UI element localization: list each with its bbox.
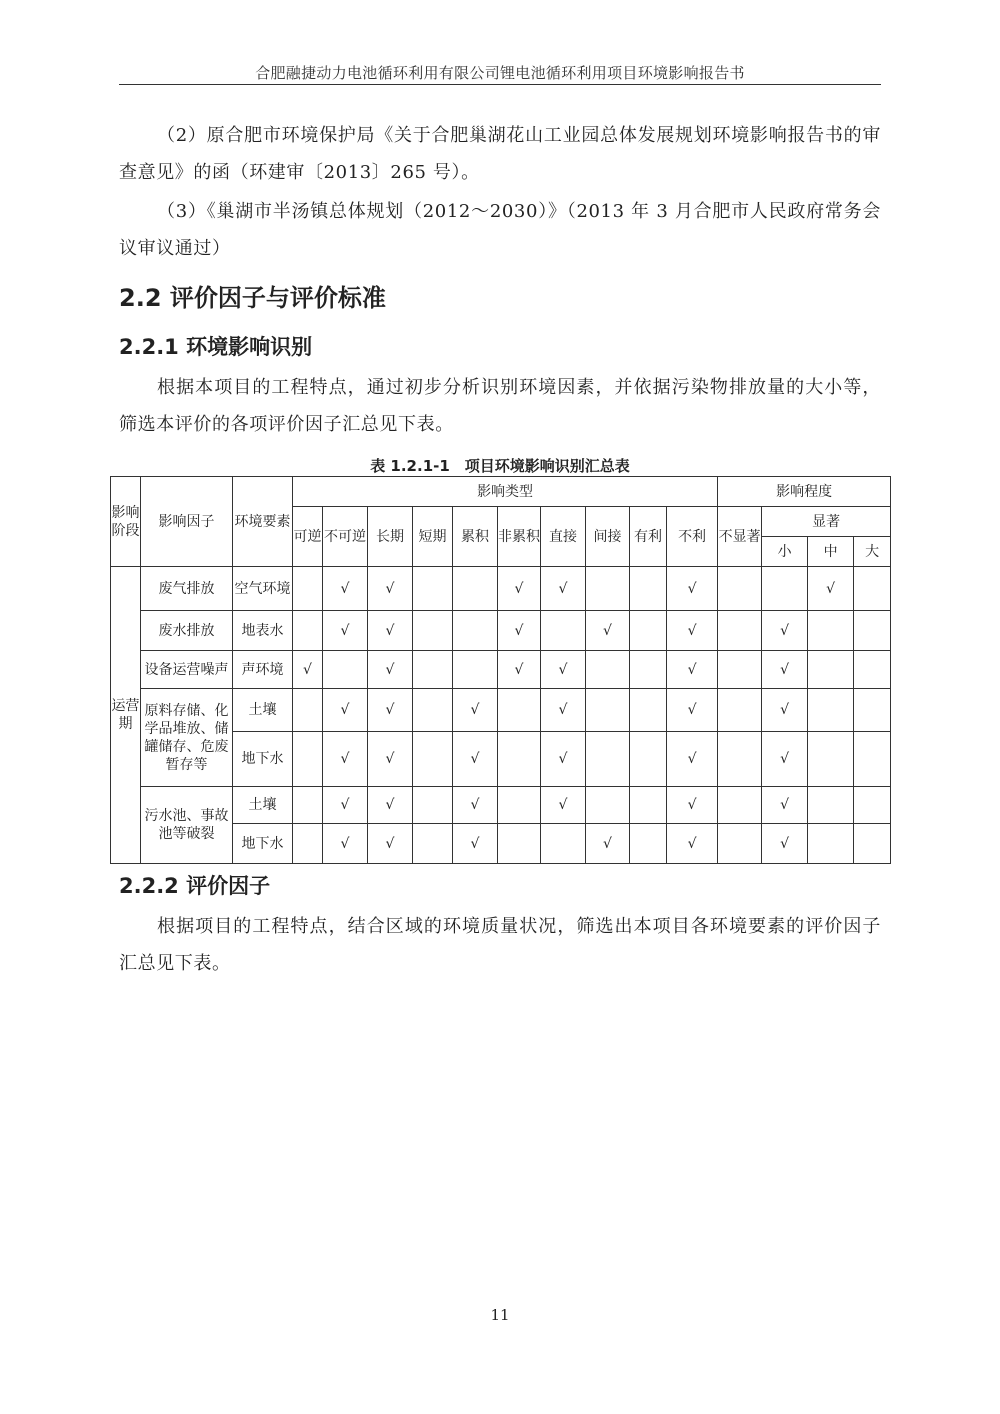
mark-cell (541, 732, 586, 787)
mark-cell (667, 651, 718, 689)
paragraph-identification: 根据本项目的工程特点，通过初步分析识别环境因素，并依据污染物排放量的大小等，筛选本评价的各项评价因子汇总见下表。 (119, 377, 881, 435)
col-header-cumulative (453, 507, 498, 567)
mark-cell (854, 651, 891, 689)
mark-cell (718, 787, 762, 824)
check-mark: √ (470, 835, 480, 852)
mark-cell (413, 787, 453, 824)
check-mark: √ (470, 751, 480, 767)
mark-cell (323, 787, 368, 824)
mark-cell (630, 824, 667, 864)
check-mark: √ (385, 797, 395, 813)
mark-cell (630, 689, 667, 732)
mark-cell (586, 611, 630, 651)
check-mark: √ (687, 797, 697, 813)
mark-cell (453, 689, 498, 732)
mark-cell (854, 689, 891, 732)
factor-cell: 设备运营噪声 (141, 651, 233, 689)
table-caption: 表 1.2.1-1 项目环境影响识别汇总表 (370, 457, 630, 475)
mark-cell (498, 611, 541, 651)
mark-cell (368, 567, 413, 611)
col-header-text: 中 (823, 543, 838, 560)
mark-cell (586, 824, 630, 864)
mark-cell (762, 567, 808, 611)
col-header-text: 直接 (549, 528, 577, 545)
mark-cell (667, 787, 718, 824)
mark-cell (498, 787, 541, 824)
mark-cell (630, 787, 667, 824)
check-mark: √ (687, 622, 697, 639)
check-mark: √ (385, 835, 395, 852)
mark-cell (413, 567, 453, 611)
mark-cell (854, 824, 891, 864)
mark-cell (762, 689, 808, 732)
mark-cell (762, 611, 808, 651)
header-row-1 (111, 477, 891, 507)
check-mark: √ (303, 661, 312, 678)
mark-cell (293, 689, 323, 732)
check-mark: √ (687, 661, 697, 678)
mark-cell (293, 651, 323, 689)
col-header-long-term (368, 507, 413, 567)
mark-cell (498, 651, 541, 689)
mark-cell (854, 611, 891, 651)
col-header-text: 可逆 (293, 528, 322, 545)
section-heading-2-2: 2.2 评价因子与评价标准 (119, 284, 386, 312)
check-mark: √ (687, 835, 697, 852)
col-header-text: 非累积 (498, 528, 540, 545)
mark-cell (368, 732, 413, 787)
col-header-text: 短期 (418, 528, 447, 545)
mark-cell (718, 567, 762, 611)
section-heading-2-2-2: 2.2.2 评价因子 (119, 874, 271, 898)
mark-cell (293, 567, 323, 611)
mark-cell (453, 611, 498, 651)
mark-cell (541, 651, 586, 689)
col-header-adverse (667, 507, 718, 567)
mark-cell (413, 689, 453, 732)
stage-cell (111, 567, 141, 864)
check-mark: √ (340, 702, 350, 718)
mark-cell (718, 689, 762, 732)
check-mark: √ (780, 797, 790, 813)
col-header-medium (808, 537, 854, 567)
col-header-text: 显著 (812, 513, 841, 530)
col-header-irreversible (323, 507, 368, 567)
col-group-impact-degree (718, 477, 891, 507)
mark-cell (808, 689, 854, 732)
mark-cell (808, 732, 854, 787)
paragraph-factors: 根据项目的工程特点，结合区域的环境质量状况，筛选出本项目各环境要素的评价因子汇总见下表。 (119, 916, 881, 974)
col-header-not-significant (718, 507, 762, 567)
section-heading-2-2-1: 2.2.1 环境影响识别 (119, 335, 313, 359)
mark-cell (718, 732, 762, 787)
check-mark: √ (385, 622, 395, 639)
check-mark: √ (558, 661, 568, 678)
check-mark: √ (340, 622, 350, 639)
col-header-short-term (413, 507, 453, 567)
col-header-text: 累积 (461, 528, 489, 545)
mark-cell (541, 787, 586, 824)
check-mark: √ (558, 580, 568, 597)
mark-cell (808, 824, 854, 864)
mark-cell (323, 651, 368, 689)
mark-cell (718, 651, 762, 689)
mark-cell (368, 651, 413, 689)
col-header-direct (541, 507, 586, 567)
element-cell: 空气环境 (233, 567, 293, 611)
paragraph-ref-3: （3）《巢湖市半汤镇总体规划（2012～2030）》（2013 年 3 月合肥市人民政府常务会议审议通过） (119, 201, 881, 259)
mark-cell (762, 787, 808, 824)
element-cell: 土壤 (233, 787, 293, 824)
mark-cell (453, 787, 498, 824)
mark-cell (368, 689, 413, 732)
element-cell: 地下水 (233, 824, 293, 864)
check-mark: √ (558, 751, 568, 767)
factor-cell: 污水池、事故池等破裂 (141, 787, 233, 864)
check-mark: √ (603, 835, 612, 852)
check-mark: √ (470, 797, 480, 813)
check-mark: √ (780, 661, 790, 678)
mark-cell (586, 651, 630, 689)
check-mark: √ (385, 702, 395, 718)
check-mark: √ (385, 751, 395, 767)
check-mark: √ (514, 622, 524, 639)
mark-cell (667, 567, 718, 611)
mark-cell (762, 651, 808, 689)
mark-cell (293, 787, 323, 824)
mark-cell (630, 611, 667, 651)
mark-cell (541, 611, 586, 651)
check-mark: √ (780, 835, 790, 852)
mark-cell (541, 824, 586, 864)
mark-cell (413, 824, 453, 864)
mark-cell (854, 732, 891, 787)
mark-cell (323, 611, 368, 651)
check-mark: √ (780, 702, 790, 718)
mark-cell (762, 732, 808, 787)
mark-cell (808, 567, 854, 611)
check-mark: √ (340, 751, 350, 767)
mark-cell (368, 787, 413, 824)
mark-cell (453, 567, 498, 611)
mark-cell (808, 611, 854, 651)
mark-cell (413, 611, 453, 651)
mark-cell (323, 567, 368, 611)
mark-cell (541, 689, 586, 732)
mark-cell (718, 824, 762, 864)
mark-cell (368, 824, 413, 864)
element-cell: 地下水 (233, 732, 293, 787)
mark-cell (498, 567, 541, 611)
col-group-impact-type-text: 影响类型 (477, 483, 534, 500)
element-cell: 声环境 (233, 651, 293, 689)
mark-cell (586, 567, 630, 611)
check-mark: √ (558, 702, 568, 718)
header-rule (119, 84, 881, 85)
check-mark: √ (687, 751, 697, 767)
mark-cell (667, 732, 718, 787)
mark-cell (413, 732, 453, 787)
factor-cell: 废水排放 (141, 611, 233, 651)
mark-cell (667, 824, 718, 864)
col-header-non-cumulative (498, 507, 541, 567)
mark-cell (667, 689, 718, 732)
mark-cell (667, 611, 718, 651)
col-header-small (762, 537, 808, 567)
col-header-text: 不显著 (718, 528, 761, 545)
page-number: 11 (490, 1306, 510, 1324)
factor-cell: 原料存储、化学品堆放、储罐储存、危废暂存等 (141, 689, 233, 787)
element-cell: 地表水 (233, 611, 293, 651)
check-mark: √ (340, 835, 350, 852)
check-mark: √ (340, 797, 350, 813)
mark-cell (293, 732, 323, 787)
mark-cell (808, 651, 854, 689)
check-mark: √ (687, 580, 697, 597)
check-mark: √ (514, 580, 524, 597)
col-header-indirect (586, 507, 630, 567)
mark-cell (498, 824, 541, 864)
mark-cell (323, 732, 368, 787)
page-header: 合肥融捷动力电池循环利用有限公司锂电池循环利用项目环境影响报告书 (255, 64, 745, 82)
col-header-text: 不可逆 (324, 528, 366, 545)
mark-cell (630, 651, 667, 689)
mark-cell (762, 824, 808, 864)
table-row (111, 611, 891, 651)
element-cell: 土壤 (233, 689, 293, 732)
paragraph-ref-2: （2）原合肥市环境保护局《关于合肥巢湖花山工业园总体发展规划环境影响报告书的审查意见》的函（环建审〔2013〕265 号）。 (119, 125, 881, 183)
col-header-factor (141, 477, 233, 567)
col-group-impact-degree-text: 影响程度 (776, 483, 833, 500)
mark-cell (854, 567, 891, 611)
check-mark: √ (826, 580, 836, 597)
check-mark: √ (340, 580, 350, 597)
table-row (111, 651, 891, 689)
mark-cell (453, 824, 498, 864)
col-header-stage-text: 影响阶段 (111, 504, 140, 539)
col-group-impact-type (293, 477, 718, 507)
mark-cell (541, 567, 586, 611)
check-mark: √ (558, 797, 568, 813)
check-mark: √ (603, 622, 612, 639)
check-mark: √ (385, 580, 395, 597)
check-mark: √ (514, 661, 524, 678)
col-header-stage (111, 477, 141, 567)
check-mark: √ (780, 622, 790, 639)
check-mark: √ (470, 702, 480, 718)
col-header-text: 长期 (376, 528, 404, 545)
mark-cell (413, 651, 453, 689)
factor-cell: 废气排放 (141, 567, 233, 611)
mark-cell (630, 567, 667, 611)
col-header-significant (762, 507, 891, 537)
mark-cell (498, 689, 541, 732)
col-header-large (854, 537, 891, 567)
mark-cell (453, 651, 498, 689)
stage-text: 运营期 (111, 698, 140, 732)
table-row (111, 689, 891, 732)
col-header-reversible (293, 507, 323, 567)
mark-cell (586, 689, 630, 732)
mark-cell (586, 732, 630, 787)
col-header-text: 不利 (678, 528, 707, 545)
check-mark: √ (687, 702, 697, 718)
col-header-factor-text: 影响因子 (158, 513, 215, 530)
mark-cell (498, 732, 541, 787)
col-header-text: 间接 (593, 528, 622, 545)
check-mark: √ (780, 751, 790, 767)
mark-cell (808, 787, 854, 824)
col-header-text: 有利 (634, 528, 662, 545)
mark-cell (453, 732, 498, 787)
mark-cell (854, 787, 891, 824)
col-header-text: 小 (777, 543, 792, 560)
table-row (111, 567, 891, 611)
mark-cell (293, 824, 323, 864)
mark-cell (293, 611, 323, 651)
mark-cell (586, 787, 630, 824)
impact-identification-table (110, 476, 891, 864)
col-header-element (233, 477, 293, 567)
check-mark: √ (385, 661, 395, 678)
col-header-beneficial (630, 507, 667, 567)
mark-cell (718, 611, 762, 651)
mark-cell (323, 824, 368, 864)
col-header-element-text: 环境要素 (234, 513, 291, 530)
mark-cell (630, 732, 667, 787)
table-row (111, 787, 891, 824)
col-header-text: 大 (865, 543, 880, 560)
mark-cell (323, 689, 368, 732)
mark-cell (368, 611, 413, 651)
